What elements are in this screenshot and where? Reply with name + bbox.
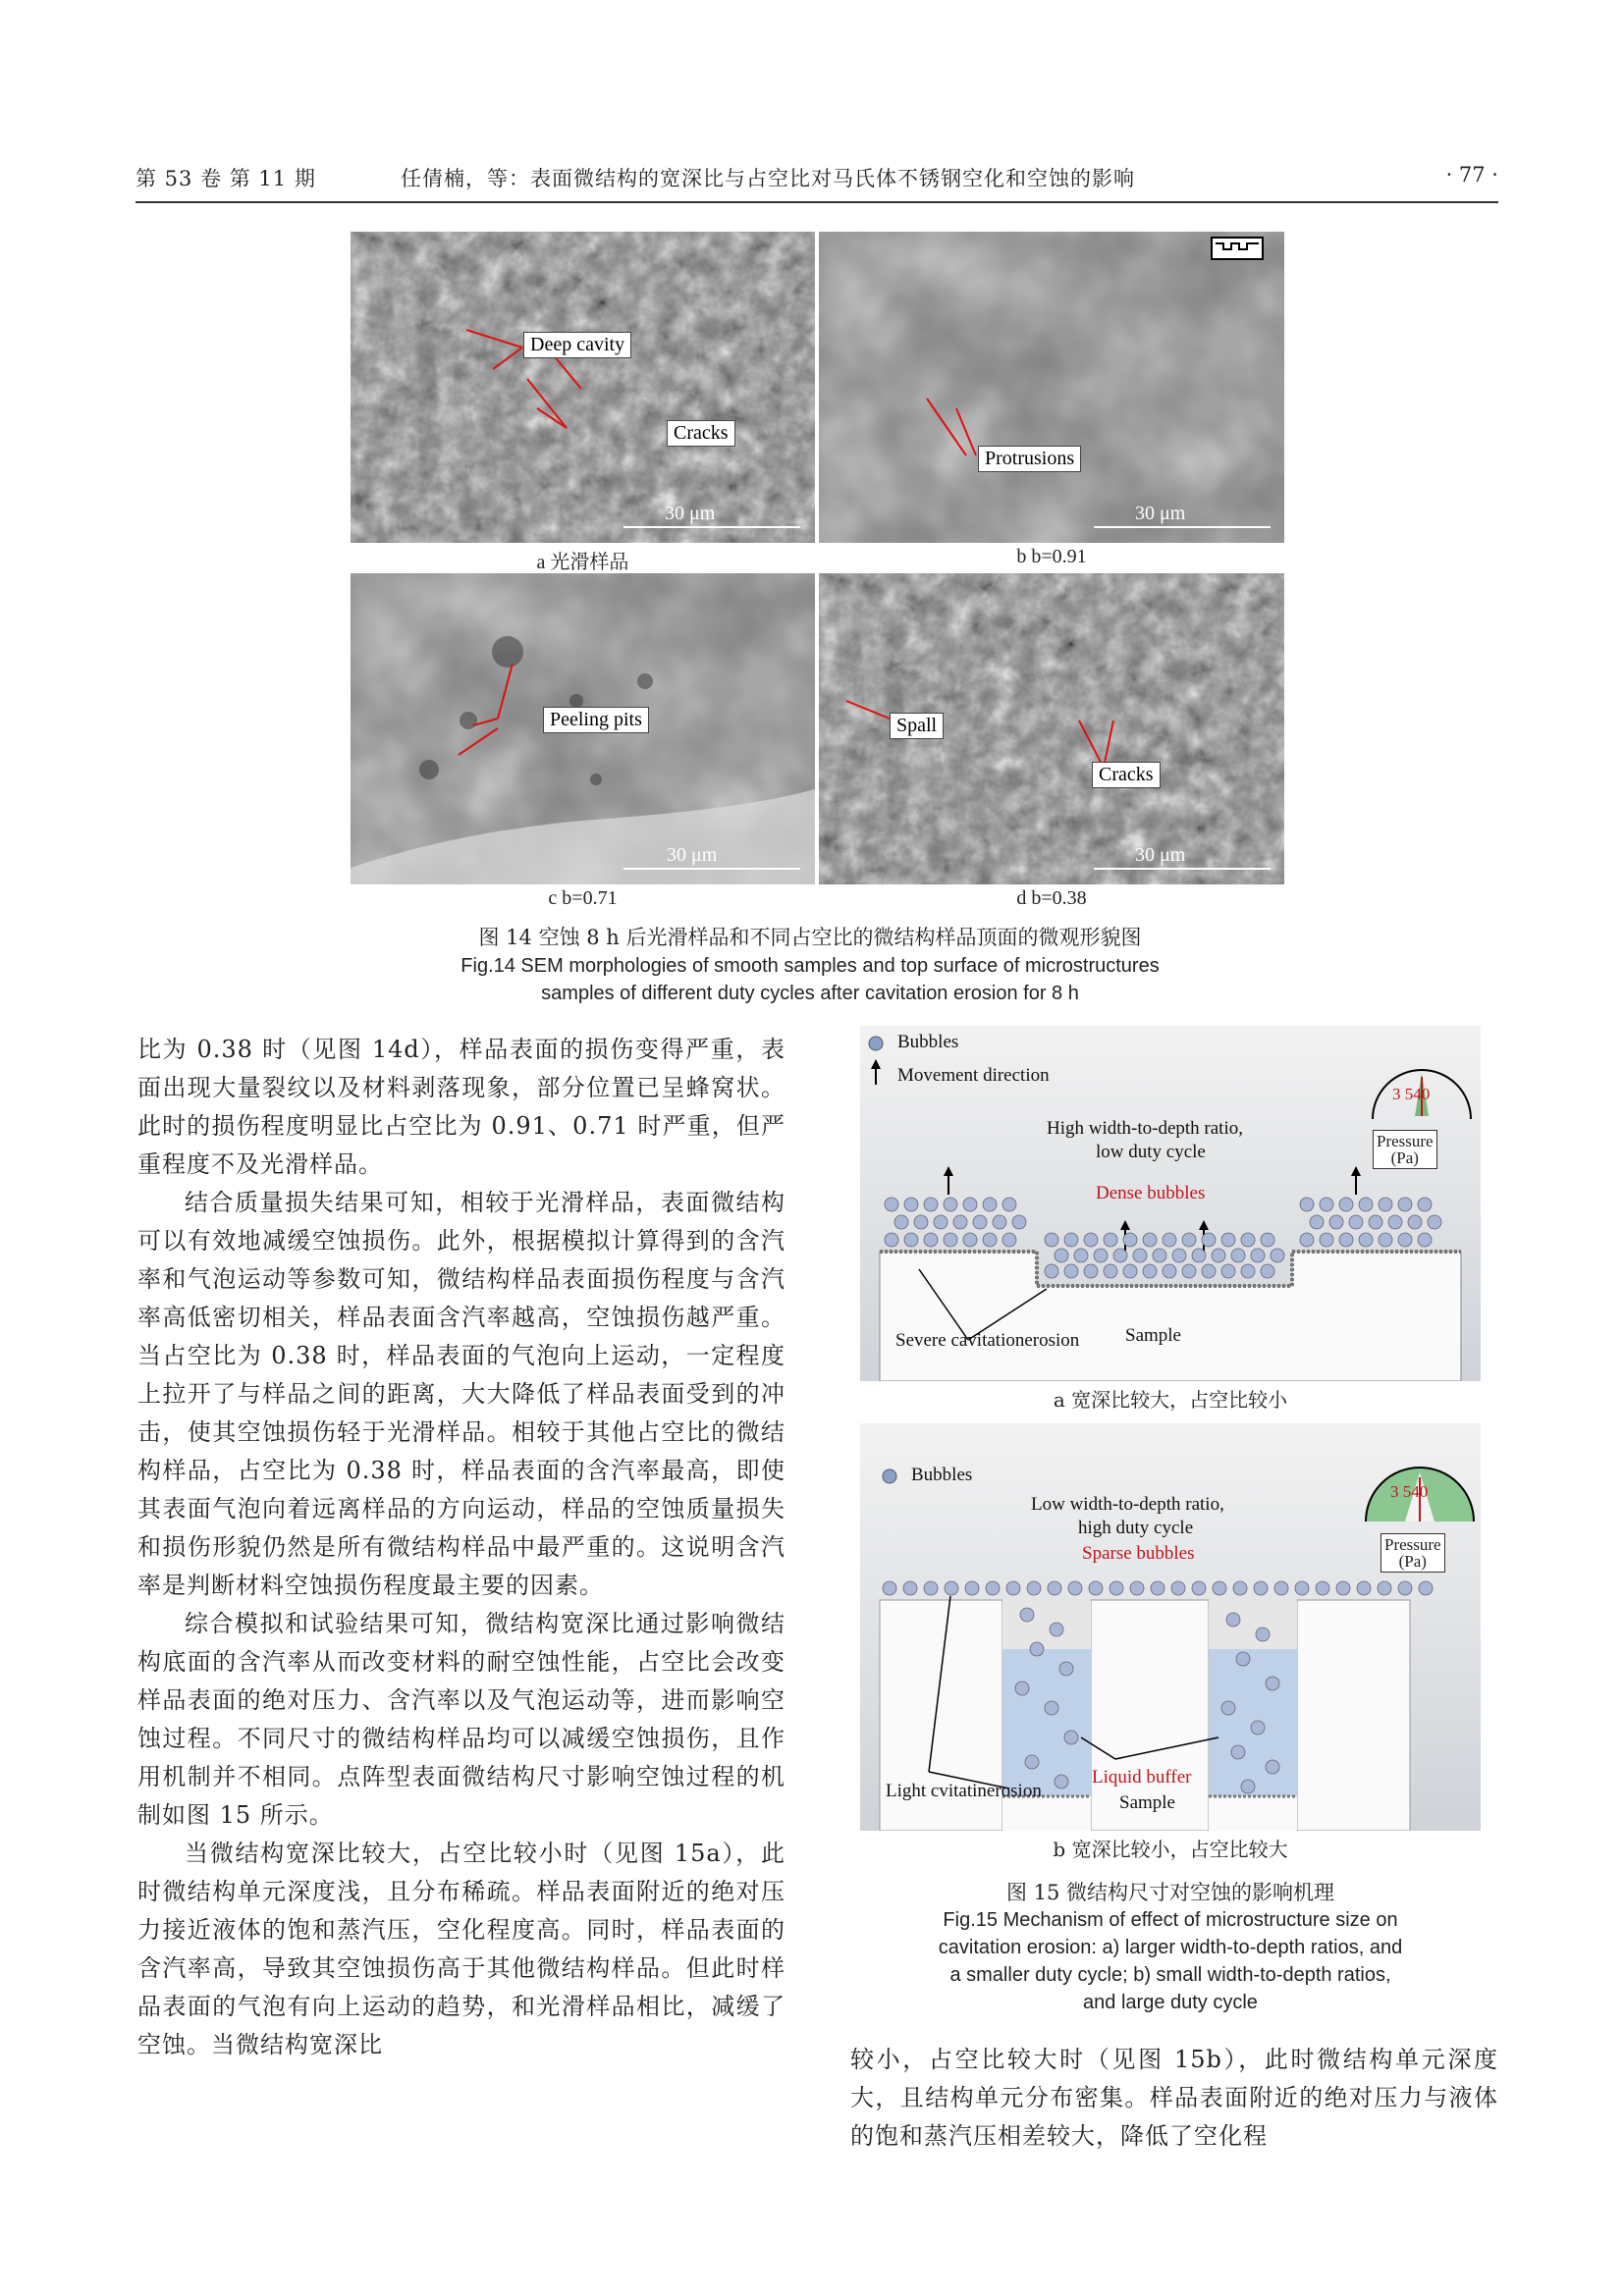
bubble bbox=[1274, 1581, 1288, 1595]
gauge-value: 3 540 bbox=[1390, 1482, 1429, 1501]
bubble bbox=[1084, 1233, 1098, 1247]
right-column bbox=[850, 2041, 1498, 2156]
bubble bbox=[1226, 1613, 1240, 1627]
bubble bbox=[1231, 1249, 1245, 1262]
bubble bbox=[885, 1233, 898, 1247]
bubble bbox=[1369, 1215, 1382, 1229]
bubble bbox=[1398, 1233, 1412, 1247]
bubble bbox=[1002, 1198, 1016, 1211]
bubble bbox=[1378, 1581, 1391, 1595]
bubble bbox=[1336, 1581, 1350, 1595]
light-erosion-label: Light cvitatinerosion bbox=[886, 1781, 1042, 1801]
bubble bbox=[1084, 1264, 1098, 1278]
bubble bbox=[944, 1198, 957, 1211]
bubble bbox=[1261, 1264, 1274, 1278]
bubble bbox=[1055, 1249, 1068, 1262]
bubble bbox=[1349, 1215, 1363, 1229]
fig14-caption-en-2: samples of different duty cycles after cavitation erosion for 8 h bbox=[541, 983, 1079, 1004]
bubble bbox=[993, 1215, 1006, 1229]
bubble bbox=[1055, 1775, 1068, 1789]
gauge-value: 3 540 bbox=[1392, 1085, 1431, 1103]
bubble bbox=[986, 1581, 1000, 1595]
bubble bbox=[1163, 1264, 1176, 1278]
bubble bbox=[953, 1215, 967, 1229]
fig14-caption-cn: 图 14 空蚀 8 h 后光滑样品和不同占空比的微结构样品顶面的微观形貌图 bbox=[478, 926, 1142, 949]
bubble bbox=[1171, 1581, 1185, 1595]
scale-bar bbox=[623, 526, 800, 528]
pressure-box bbox=[1380, 1533, 1445, 1573]
running-header bbox=[135, 157, 1498, 196]
bubble bbox=[1151, 1581, 1164, 1595]
bubble bbox=[1182, 1264, 1196, 1278]
sem-panel-c bbox=[351, 573, 815, 884]
condition-title-1: High width-to-depth ratio, bbox=[1047, 1118, 1243, 1139]
bubble bbox=[934, 1215, 947, 1229]
bubble bbox=[1094, 1249, 1108, 1262]
bubble bbox=[1310, 1215, 1324, 1229]
bubble bbox=[924, 1581, 938, 1595]
bubble bbox=[924, 1198, 938, 1211]
pressure-unit: (Pa) bbox=[1398, 1552, 1427, 1571]
legend-movement: Movement direction bbox=[897, 1065, 1050, 1086]
label-protrusions: Protrusions bbox=[978, 446, 1081, 472]
scale-label: 30 μm bbox=[667, 844, 718, 866]
bubble bbox=[1064, 1233, 1078, 1247]
bubble bbox=[1398, 1581, 1412, 1595]
bubble bbox=[1221, 1701, 1235, 1715]
paragraph: 综合模拟和试验结果可知，微结构宽深比通过影响微结构底面的含汽率从而改变材料的耐空蚀性能，占空比会改变样品表面的绝对压力、含汽率以及气泡运动等，进而影响空蚀过程。不同尺寸的微结构样品均可以减缓空蚀损伤，且作用机制并不相同。点阵型表面微结构尺寸影响空蚀过程的机制如图 15 所示。 bbox=[137, 1610, 785, 1829]
bubble bbox=[1339, 1198, 1353, 1211]
bubble bbox=[1357, 1581, 1371, 1595]
condition-title-1: Low width-to-depth ratio, bbox=[1031, 1494, 1224, 1515]
bubble bbox=[1254, 1581, 1268, 1595]
bubble bbox=[1025, 1755, 1039, 1769]
sem-panel-d bbox=[819, 573, 1284, 884]
panel-c-caption: c b=0.71 bbox=[548, 887, 618, 909]
bubble bbox=[1241, 1780, 1255, 1793]
sparse-bubbles-label: Sparse bubbles bbox=[1082, 1543, 1195, 1564]
bubble bbox=[1251, 1721, 1265, 1735]
bubble bbox=[1048, 1581, 1061, 1595]
bubble bbox=[904, 1233, 918, 1247]
bubble bbox=[1104, 1264, 1117, 1278]
pressure-label: Pressure bbox=[1377, 1132, 1434, 1150]
scale-bar bbox=[623, 868, 800, 870]
condition-title-2: high duty cycle bbox=[1078, 1518, 1194, 1538]
paragraph: 结合质量损失结果可知，相较于光滑样品，表面微结构可以有效地减缓空蚀损伤。此外，根据模拟计算得到的含汽率和气泡运动等参数可知，微结构样品表面损伤程度与含汽率高低密切相关，样品表面含汽率越高，空蚀损伤越严重。当占空比为 0.38 时，样品表面的气泡向上运动，一定程度上拉开了与样品之间的距离，大大降低了样品表面受到的冲击，使其空蚀损伤轻于光滑样品。相较于其他占空比的微结构样品，占空比为 0.38 时，样品表面的含汽率最高，即使其表面气泡向着远离样品的方向运动，样品的空蚀质量损失和损伤形貌仍然是所有微结构样品中最严重的。这说明含汽率是判断材料空蚀损伤程度最主要的因素。 bbox=[137, 1189, 785, 1599]
bubble bbox=[963, 1233, 977, 1247]
bubble bbox=[1419, 1581, 1433, 1595]
left-column bbox=[137, 1031, 785, 2064]
bubble bbox=[1266, 1760, 1279, 1774]
bubble bbox=[1163, 1233, 1176, 1247]
bubble bbox=[1295, 1581, 1309, 1595]
bubble bbox=[1153, 1249, 1166, 1262]
fig15a-diagram bbox=[860, 1026, 1481, 1381]
bubble bbox=[983, 1198, 997, 1211]
bubble bbox=[903, 1581, 917, 1595]
bubble bbox=[1320, 1198, 1333, 1211]
pressure-box bbox=[1373, 1130, 1437, 1169]
bubble bbox=[973, 1215, 987, 1229]
severe-erosion-label: Severe cavitationerosion bbox=[895, 1330, 1080, 1351]
bubble bbox=[1130, 1581, 1144, 1595]
bubble bbox=[965, 1581, 979, 1595]
header-rule bbox=[135, 201, 1498, 203]
bubble bbox=[1251, 1249, 1265, 1262]
fig15b-caption: b 宽深比较小，占空比较大 bbox=[1053, 1838, 1288, 1861]
bubble bbox=[883, 1581, 896, 1595]
bubble bbox=[1064, 1731, 1078, 1744]
bubble bbox=[1068, 1581, 1082, 1595]
bubble bbox=[1379, 1233, 1392, 1247]
sample-label: Sample bbox=[1125, 1325, 1181, 1346]
bubble bbox=[1202, 1264, 1216, 1278]
sem-panel-a bbox=[351, 232, 815, 543]
bubble bbox=[1408, 1215, 1422, 1229]
bubble bbox=[1271, 1249, 1284, 1262]
scale-label: 30 μm bbox=[665, 503, 716, 524]
liquid-buffer-label: Liquid buffer bbox=[1092, 1767, 1192, 1788]
bubble bbox=[1123, 1264, 1137, 1278]
paragraph: 较小，占空比较大时（见图 15b），此时微结构单元深度大，且结构单元分布密集。样品表面附近的绝对压力与液体的饱和蒸汽压相差较大，降低了空化程 bbox=[850, 2046, 1498, 2150]
bubble bbox=[1015, 1682, 1029, 1695]
bubble bbox=[1241, 1264, 1255, 1278]
fig14-caption-en-1: Fig.14 SEM morphologies of smooth samples and top surface of microstructures bbox=[460, 955, 1160, 977]
bubble bbox=[1045, 1264, 1058, 1278]
panel-d-caption: d b=0.38 bbox=[1016, 887, 1087, 909]
bubble bbox=[1300, 1233, 1314, 1247]
fig15-caption-en-4: and large duty cycle bbox=[1083, 1992, 1258, 2013]
fig15-caption-en-2: cavitation erosion: a) larger width-to-depth ratios, and bbox=[938, 1937, 1403, 1958]
bubble bbox=[1236, 1652, 1250, 1666]
bubble bbox=[1212, 1249, 1225, 1262]
bubble bbox=[1172, 1249, 1186, 1262]
bubble bbox=[1359, 1233, 1373, 1247]
bubble bbox=[1339, 1233, 1353, 1247]
bubble bbox=[1221, 1233, 1235, 1247]
bubble bbox=[1316, 1581, 1329, 1595]
scale-bar bbox=[1094, 868, 1271, 870]
bubble bbox=[1241, 1233, 1255, 1247]
sample-label: Sample bbox=[1119, 1792, 1175, 1813]
bubble bbox=[885, 1198, 898, 1211]
fig15-caption-en-3: a smaller duty cycle; b) small width-to-depth ratios, bbox=[949, 1964, 1391, 1986]
bubble bbox=[1388, 1215, 1402, 1229]
bubble bbox=[1182, 1233, 1196, 1247]
bubble bbox=[1074, 1249, 1088, 1262]
bubble bbox=[914, 1215, 928, 1229]
scale-bar bbox=[1094, 526, 1271, 528]
bubble bbox=[1012, 1215, 1026, 1229]
bubble bbox=[1059, 1662, 1073, 1676]
label-cracks: Cracks bbox=[1092, 762, 1161, 788]
bubble bbox=[1133, 1249, 1147, 1262]
bubble bbox=[1379, 1198, 1392, 1211]
bubble bbox=[1300, 1198, 1314, 1211]
bubble bbox=[1213, 1581, 1226, 1595]
bubble bbox=[1233, 1581, 1247, 1595]
paragraph: 当微结构宽深比较大，占空比较小时（见图 15a），此时微结构单元深度浅，且分布稀疏。样品表面附近的绝对压力接近液体的饱和蒸汽压，空化程度高。同时，样品表面的含汽率高，导致其空蚀损伤高于其他微结构样品。但此时样品表面的气泡有向上运动的趋势，和光滑样品相比，减缓了空蚀。当微结构宽深比 bbox=[137, 1840, 785, 2058]
pressure-unit: (Pa) bbox=[1390, 1148, 1419, 1167]
condition-title-2: low duty cycle bbox=[1096, 1142, 1206, 1162]
bubble bbox=[904, 1198, 918, 1211]
fig15-caption-cn: 图 15 微结构尺寸对空蚀的影响机理 bbox=[1005, 1881, 1335, 1904]
bubble bbox=[1143, 1264, 1157, 1278]
bubble bbox=[1030, 1642, 1044, 1656]
bubble bbox=[1020, 1608, 1034, 1622]
bubble bbox=[1104, 1233, 1117, 1247]
label-spall: Spall bbox=[890, 713, 944, 739]
bubble bbox=[1064, 1264, 1078, 1278]
bubble bbox=[1089, 1581, 1103, 1595]
bubble bbox=[1329, 1215, 1343, 1229]
bubble bbox=[1418, 1233, 1432, 1247]
bubble bbox=[924, 1233, 938, 1247]
bubble bbox=[945, 1581, 958, 1595]
label-deep-cavity: Deep cavity bbox=[523, 332, 631, 358]
bubble bbox=[1027, 1581, 1041, 1595]
journal-volume: 第 53 卷 第 11 期 bbox=[135, 167, 316, 190]
fig15a-caption: a 宽深比较大，占空比较小 bbox=[1053, 1388, 1288, 1412]
bubble bbox=[1006, 1581, 1020, 1595]
sem-panel-b bbox=[819, 232, 1284, 543]
legend-bubbles: Bubbles bbox=[911, 1465, 973, 1485]
bubble bbox=[1050, 1623, 1063, 1636]
bubble bbox=[1192, 1249, 1206, 1262]
bubble bbox=[944, 1233, 957, 1247]
bubble bbox=[1045, 1701, 1058, 1715]
bubble bbox=[1221, 1264, 1235, 1278]
bubble bbox=[1110, 1581, 1123, 1595]
label-peeling-pits: Peeling pits bbox=[543, 707, 649, 733]
scale-label: 30 μm bbox=[1135, 503, 1186, 524]
pressure-label: Pressure bbox=[1384, 1535, 1441, 1554]
article-running-title: 任倩楠，等：表面微结构的宽深比与占空比对马氏体不锈钢空化和空蚀的影响 bbox=[401, 167, 1135, 190]
bubble bbox=[1398, 1198, 1412, 1211]
bubble bbox=[1192, 1581, 1206, 1595]
bubble bbox=[1359, 1198, 1373, 1211]
bubble bbox=[1231, 1745, 1245, 1759]
label-cracks: Cracks bbox=[667, 420, 735, 447]
page-number: · 77 · bbox=[1445, 163, 1498, 187]
bubble bbox=[1045, 1233, 1058, 1247]
scale-label: 30 μm bbox=[1135, 844, 1186, 866]
bubble bbox=[963, 1198, 977, 1211]
bubble bbox=[1202, 1233, 1216, 1247]
panel-a-caption: a 光滑样品 bbox=[536, 552, 629, 573]
legend-bubbles: Bubbles bbox=[897, 1032, 959, 1052]
bubble bbox=[1123, 1233, 1137, 1247]
dense-bubbles-label: Dense bubbles bbox=[1096, 1183, 1206, 1203]
fig15b-diagram bbox=[860, 1423, 1481, 1831]
bubble bbox=[1418, 1198, 1432, 1211]
bubble bbox=[983, 1233, 997, 1247]
bubble bbox=[1261, 1233, 1274, 1247]
bubble bbox=[1256, 1628, 1270, 1641]
bubble bbox=[1266, 1677, 1279, 1690]
bubble bbox=[1113, 1249, 1127, 1262]
paragraph: 比为 0.38 时（见图 14d），样品表面的损伤变得严重，表面出现大量裂纹以及材料剥落现象，部分位置已呈蜂窝状。此时的损伤程度明显比占空比为 0.91、0.71 时严重，但严重程度不及光滑样品。 bbox=[137, 1036, 785, 1178]
panel-b-caption: b b=0.91 bbox=[1016, 546, 1087, 567]
bubble bbox=[1428, 1215, 1441, 1229]
bubble bbox=[1143, 1233, 1157, 1247]
bubble bbox=[894, 1215, 908, 1229]
bubble bbox=[1320, 1233, 1333, 1247]
bubble bbox=[1002, 1233, 1016, 1247]
fig15-caption-en-1: Fig.15 Mechanism of effect of microstructure size on bbox=[943, 1909, 1398, 1931]
